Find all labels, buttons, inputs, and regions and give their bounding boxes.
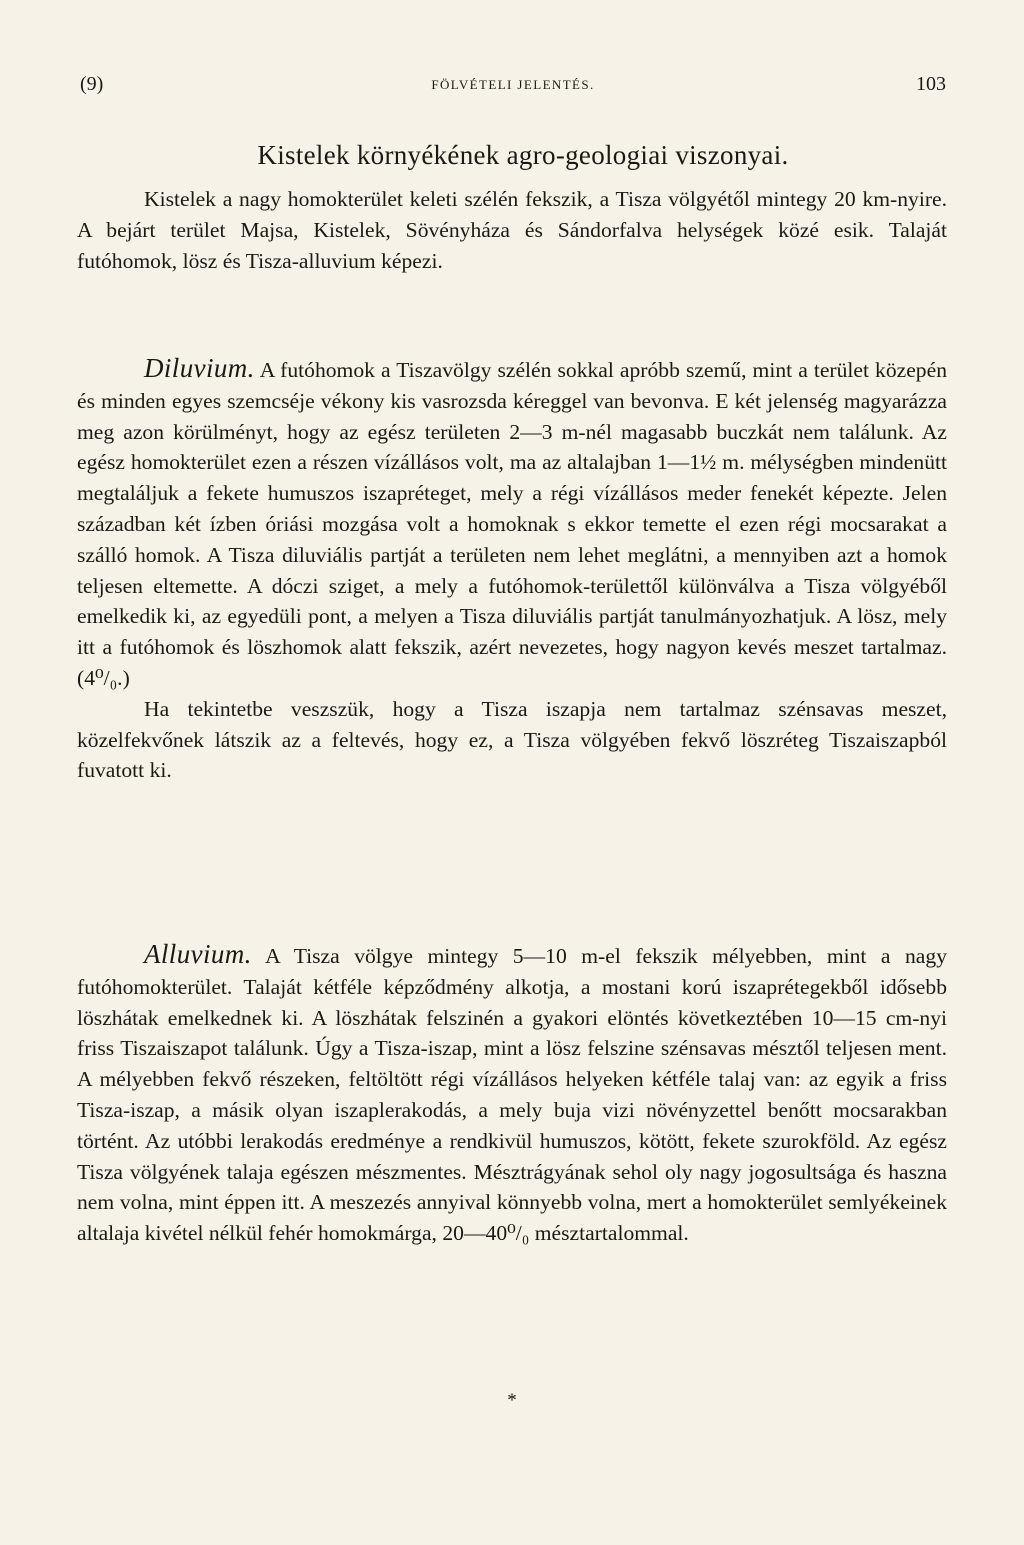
alluvium-section bbox=[77, 939, 947, 1249]
page-number: 103 bbox=[916, 73, 946, 95]
running-title: FÖLVÉTELI JELENTÉS. bbox=[431, 77, 595, 92]
alluvium-paragraph bbox=[77, 939, 947, 1249]
diluvium-text: A futóhomok a Tiszavölgy szélén sokkal apróbb szemű, mint a terület közepén és minden egyes szemcséje vékony kis vasrozsda kéreggel van bevonva. E két jelenség magyarázza meg azon körülményt, hogy az egész területen 2—3 m-nél magasabb buczkát nem találunk. Az egész homokterület ezen a részen vízállásos volt, ma az altalajban 1—1½ m. mélységben mindenütt megtaláljuk a fekete humuszos iszapréteget, mely a régi vízállásos meder fenekét képezte. Jelen században két ízben óriási mozgása volt a homoknak s ekkor temette el ezen régi mocsarakat a szálló homok. A Tisza diluviális partját a területen nem lehet meglátni, a mennyiben azt a homok teljesen eltemette. A dóczi sziget, a mely a futóhomok-területtől különválva a Tisza völgyéből emelkedik ki, az egyedüli pont, a melyen a Tisza diluviális partját tanulmányozhatjuk. A lösz, mely itt a futóhomok és löszhomok alatt fekszik, azért nevezetes, hogy nagyon kevés meszet tartalmaz. (4⁰/₀.) bbox=[77, 358, 947, 690]
alluvium-text: A Tisza völgye mintegy 5—10 m-el fekszik mélyebben, mint a nagy futóhomokterület. Talaját kétféle képződmény alkotja, a mostani korú iszaprétegekből idősebb löszhátak emelkednek ki. A löszhátak felszinén a gyakori elöntés következtében 10—15 cm-nyi friss Tiszaiszapot találunk. Úgy a Tisza-iszap, mint a lösz felszine szénsavas mésztől teljesen ment. A mélyebben fekvő részeken, feltöltött régi vízállásos helyeken kétféle talaj van: az egyik a friss Tisza-iszap, a másik olyan iszaplerakodás, a mely buja vizi növényzettel benőtt mocsarakban történt. Az utóbbi lerakodás eredménye a rendkivül humuszos, kötött, fekete szurokföld. Az egész Tisza völgyének talaja egészen mészmentes. Mésztrágyának sehol oly nagy jogosultsága és haszna nem volna, mint éppen itt. A meszezés annyival könnyebb volna, mert a homokterület semlyékeinek altalaja kivétel nélkül fehér homokmárga, 20—40⁰/₀ mésztartalommal. bbox=[77, 944, 947, 1246]
diluvium-section bbox=[77, 353, 947, 786]
section-number: (9) bbox=[80, 73, 104, 95]
intro-section bbox=[77, 184, 947, 276]
intro-paragraph: Kistelek a nagy homokterület keleti szélén fekszik, a Tisza völgyétől mintegy 20 km-nyire. A bejárt terület Majsa, Kistelek, Sövényháza és Sándorfalva helységek közé esik. Talaját futóhomok, lösz és Tisza-alluvium képezi. bbox=[77, 187, 947, 273]
alluvium-heading: Alluvium. bbox=[144, 939, 252, 969]
running-head bbox=[80, 73, 946, 103]
diluvium-paragraph-2: Ha tekintetbe veszszük, hogy a Tisza iszapja nem tartalmaz szénsavas meszet, közelfekvőnek látszik az a feltevés, hogy ez, a Tisza völgyében fekvő löszréteg Tiszaiszapból fuvatott ki. bbox=[77, 696, 947, 783]
diluvium-heading: Diluvium. bbox=[144, 353, 255, 383]
end-mark: * bbox=[507, 1390, 517, 1411]
article-title: Kistelek környékének agro-geologiai viszonyai. bbox=[257, 140, 789, 170]
diluvium-paragraph bbox=[77, 353, 947, 694]
